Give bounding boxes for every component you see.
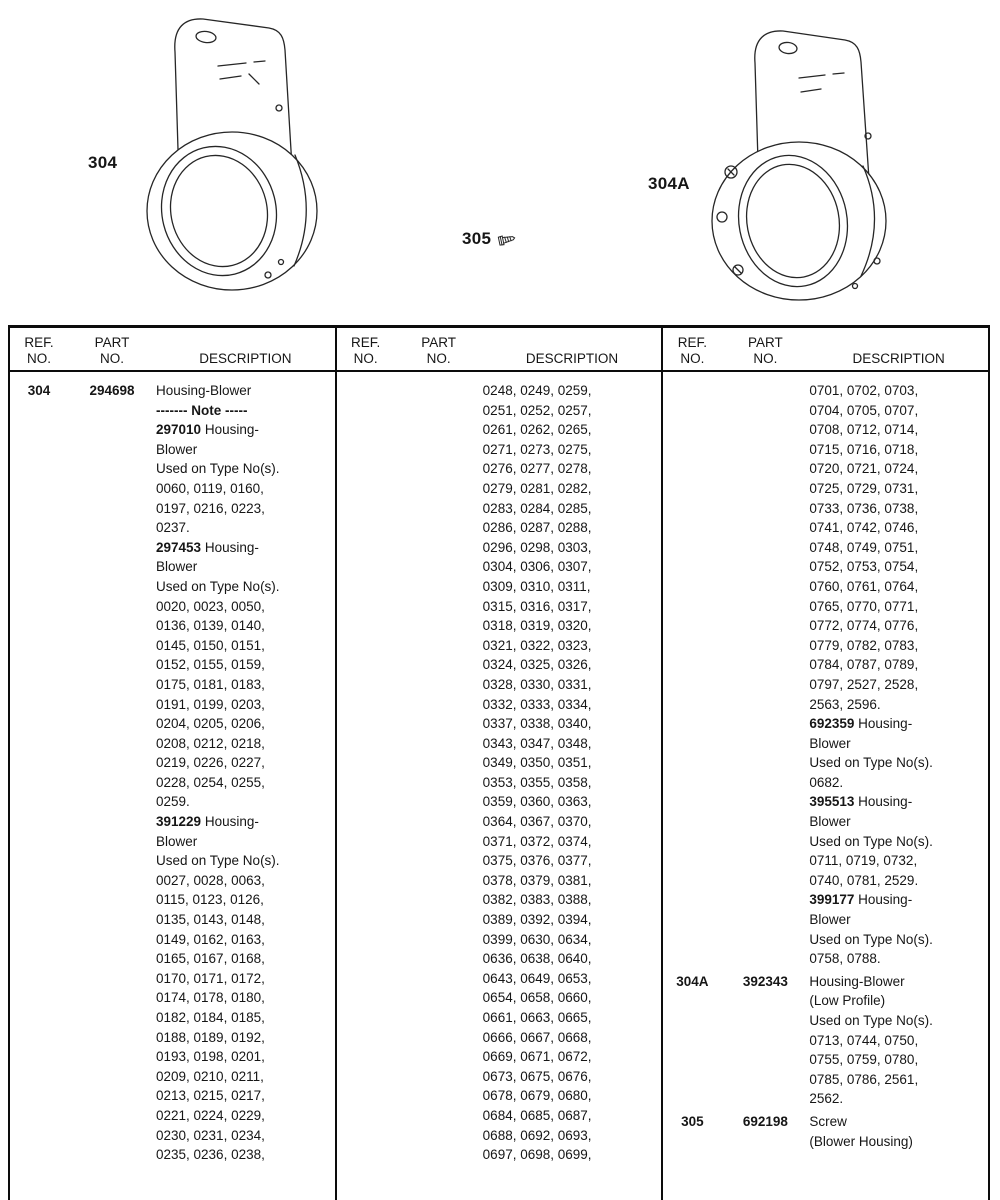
description-line: 0276, 0277, 0278, (482, 461, 592, 477)
description-line: 0286, 0287, 0288, (482, 520, 592, 536)
figure-label-304a: 304A (648, 174, 690, 193)
description-line: 0221, 0224, 0229, (156, 1107, 265, 1123)
description-line: 0740, 0781, 2529. (809, 872, 919, 888)
description-line: Used on Type No(s). (809, 931, 933, 947)
description-line: 0235, 0236, 0238, (156, 1147, 265, 1163)
description-line: 0145, 0150, 0151, (156, 637, 265, 653)
description-line: 0309, 0310, 0311, (482, 578, 591, 594)
description-line: 0704, 0705, 0707, (809, 402, 919, 418)
description-cell (809, 972, 988, 1109)
column-header (10, 328, 335, 372)
ref-no-header (337, 335, 395, 370)
description-line: 0353, 0355, 0358, (482, 774, 592, 790)
blower-housing-304-drawing (122, 5, 334, 305)
description-line: (Low Profile) (809, 993, 886, 1009)
description-cell (809, 381, 988, 969)
description-line: 0020, 0023, 0050, (156, 598, 265, 614)
ref-header-line: REF. (351, 335, 381, 350)
description-line: Blower (809, 814, 851, 830)
description-line: 0713, 0744, 0750, (809, 1032, 919, 1048)
description-line: 0711, 0719, 0732, (809, 853, 918, 869)
ref-no-header (10, 335, 68, 370)
part-no-cell: 392343 (742, 973, 788, 989)
description-line: 0399, 0630, 0634, (482, 931, 592, 947)
description-line: 0175, 0181, 0183, (156, 676, 265, 692)
column-header (337, 328, 662, 372)
description-line: 0666, 0667, 0668, (482, 1029, 592, 1045)
column-header (663, 328, 988, 372)
description-line: Used on Type No(s). (809, 755, 933, 771)
description-line: 0661, 0663, 0665, (482, 1010, 592, 1025)
description-line: 0337, 0338, 0340, (482, 716, 592, 732)
part-no-header (68, 335, 156, 370)
ref-no-cell (337, 381, 395, 1165)
part-header-line: PART (94, 335, 130, 350)
part-header-line: PART (421, 335, 457, 350)
screw-305-group (462, 229, 518, 249)
description-line: 0315, 0316, 0317, (482, 598, 592, 614)
description-line: 0720, 0721, 0724, (809, 461, 919, 477)
description-header (156, 335, 335, 370)
column-body (337, 372, 662, 1200)
description-line: 0191, 0199, 0203, (156, 696, 265, 712)
description-line: 0760, 0761, 0764, (809, 578, 919, 594)
description-line: 0654, 0658, 0660, (482, 990, 592, 1006)
description-line: 0318, 0319, 0320, (482, 618, 592, 634)
description-line: Used on Type No(s). (809, 833, 933, 849)
description-line: 0684, 0685, 0687, (482, 1107, 592, 1123)
description-line: 0725, 0729, 0731, (809, 480, 919, 496)
description-line: 0733, 0736, 0738, (809, 500, 919, 516)
part-entry (663, 1112, 988, 1151)
description-line: 0371, 0372, 0374, (482, 833, 592, 849)
description-line: 0027, 0028, 0063, (156, 872, 265, 888)
description-line: 0332, 0333, 0334, (482, 696, 592, 712)
description-cell (483, 381, 662, 1165)
description-cell (156, 381, 335, 1165)
description-line: 0772, 0774, 0776, (809, 618, 919, 634)
description-line: 0261, 0262, 0265, (482, 422, 592, 438)
column-body (10, 372, 335, 1200)
description-line: 0682. (809, 774, 844, 790)
description-line: ------- Note ----- (156, 402, 248, 418)
description-line: 0248, 0249, 0259, (482, 383, 592, 398)
description-line: 0204, 0205, 0206, (156, 716, 265, 732)
description-line: 0748, 0749, 0751, (809, 539, 919, 555)
description-line: 0708, 0712, 0714, (809, 422, 919, 438)
description-header-label: DESCRIPTION (852, 351, 945, 366)
description-line: 0060, 0119, 0160, (156, 480, 264, 496)
description-line: 0715, 0716, 0718, (809, 441, 919, 457)
description-line: 0165, 0167, 0168, (156, 951, 265, 967)
ref-no-cell: 304 (27, 383, 51, 398)
description-line: 0213, 0215, 0217, (156, 1088, 265, 1104)
description-line: 0382, 0383, 0388, (482, 892, 592, 908)
description-line: 0251, 0252, 0257, (482, 402, 592, 418)
description-line: 0343, 0347, 0348, (482, 735, 592, 751)
table-column-1 (10, 328, 335, 1200)
description-line: 0741, 0742, 0746, (809, 520, 919, 536)
description-header (483, 335, 662, 370)
description-line: 297010 Housing- (156, 422, 259, 438)
description-line: 0636, 0638, 0640, (482, 951, 592, 967)
description-line: 0237. (156, 520, 190, 536)
part-no-cell (721, 381, 809, 969)
description-line: 0349, 0350, 0351, (482, 755, 592, 771)
description-line: 0758, 0788. (809, 951, 881, 967)
description-line: 692359 Housing- (809, 716, 913, 732)
part-no-header (721, 335, 809, 370)
description-line: 0678, 0679, 0680, (482, 1088, 592, 1104)
part-entry (663, 381, 988, 969)
description-line: 395513 Housing- (809, 794, 913, 810)
description-line: 0228, 0254, 0255, (156, 774, 265, 790)
description-line: 0208, 0212, 0218, (156, 735, 265, 751)
part-entry (10, 381, 335, 1165)
description-line: 0279, 0281, 0282, (482, 480, 592, 496)
figure-label-304: 304 (88, 153, 118, 172)
ref-header-line: NO. (353, 351, 378, 366)
description-line: Housing-Blower (156, 383, 252, 398)
part-header-line: NO. (426, 351, 451, 366)
blower-housing-304a-drawing (695, 14, 900, 309)
ref-header-line: REF. (24, 335, 54, 350)
description-header-label: DESCRIPTION (525, 351, 619, 366)
description-line: 0149, 0162, 0163, (156, 931, 265, 947)
description-line: 0378, 0379, 0381, (482, 872, 592, 888)
description-line: Blower (156, 441, 198, 457)
description-line: Blower (156, 559, 198, 575)
description-line: 0669, 0671, 0672, (482, 1049, 592, 1065)
description-line: 0389, 0392, 0394, (482, 912, 592, 928)
description-line: 0364, 0367, 0370, (482, 814, 592, 830)
part-header-line: NO. (99, 351, 124, 366)
ref-no-header (663, 335, 721, 370)
description-line: 0219, 0226, 0227, (156, 755, 265, 771)
description-line: 0324, 0325, 0326, (482, 657, 592, 673)
ref-no-cell: 305 (681, 1113, 704, 1129)
part-entry (663, 972, 988, 1109)
part-no-cell (395, 381, 483, 1165)
description-cell (809, 1112, 988, 1151)
figures-section (0, 0, 1000, 322)
description-line: 399177 Housing- (809, 892, 913, 908)
description-line: 0182, 0184, 0185, (156, 1010, 265, 1025)
ref-no-cell (663, 381, 721, 969)
description-line: 0197, 0216, 0223, (156, 500, 265, 516)
part-header-line: PART (747, 335, 783, 350)
part-no-cell: 294698 (89, 383, 135, 398)
description-line: 0375, 0376, 0377, (482, 853, 592, 869)
description-line: 0115, 0123, 0126, (156, 892, 264, 908)
description-line: 0230, 0231, 0234, (156, 1127, 265, 1143)
description-header (809, 335, 988, 370)
screw-icon (496, 231, 518, 248)
description-header-label: DESCRIPTION (199, 351, 292, 366)
description-line: 0755, 0759, 0780, (809, 1052, 919, 1068)
description-line: 2563, 2596. (809, 696, 881, 712)
description-line: 0643, 0649, 0653, (482, 970, 592, 986)
description-line: 0135, 0143, 0148, (156, 912, 265, 928)
description-line: 297453 Housing- (156, 539, 259, 555)
description-line: 0688, 0692, 0693, (482, 1127, 592, 1143)
description-line: Blower (809, 735, 851, 751)
part-no-cell: 692198 (742, 1113, 788, 1129)
part-no-header (395, 335, 483, 370)
description-line: 391229 Housing- (156, 814, 259, 830)
description-line: 0304, 0306, 0307, (482, 559, 592, 575)
description-line: 0752, 0753, 0754, (809, 559, 919, 575)
description-line: 0209, 0210, 0211, (156, 1068, 264, 1084)
description-line: 0321, 0322, 0323, (482, 637, 592, 653)
description-line: Housing-Blower (809, 973, 905, 989)
description-line: 0765, 0770, 0771, (809, 598, 919, 614)
column-body (663, 372, 988, 1200)
table-column-2 (335, 328, 662, 1200)
description-line: Screw (809, 1113, 847, 1129)
description-line: 0779, 0782, 0783, (809, 637, 919, 653)
description-line: 0784, 0787, 0789, (809, 657, 919, 673)
description-line: 0673, 0675, 0676, (482, 1068, 592, 1084)
description-line: 0697, 0698, 0699, (482, 1147, 592, 1163)
description-line: 0296, 0298, 0303, (482, 539, 592, 555)
figure-label-305: 305 (462, 229, 492, 248)
description-line: 0283, 0284, 0285, (482, 500, 592, 516)
description-line: 0259. (156, 794, 190, 810)
ref-header-line: REF. (677, 335, 707, 350)
description-line: Used on Type No(s). (156, 853, 280, 869)
description-line: 0797, 2527, 2528, (809, 676, 919, 692)
description-line: 0701, 0702, 0703, (809, 383, 919, 398)
table-column-3 (661, 328, 988, 1200)
description-line: 0271, 0273, 0275, (482, 441, 592, 457)
description-line: 0188, 0189, 0192, (156, 1029, 265, 1045)
ref-header-line: NO. (26, 351, 51, 366)
ref-no-cell: 304A (676, 973, 709, 989)
description-line: 2562. (809, 1091, 844, 1107)
description-line: (Blower Housing) (809, 1133, 913, 1149)
description-line: Used on Type No(s). (156, 461, 280, 477)
description-line: 0193, 0198, 0201, (156, 1049, 265, 1065)
description-line: 0785, 0786, 2561, (809, 1071, 919, 1087)
description-line: 0174, 0178, 0180, (156, 990, 265, 1006)
ref-header-line: NO. (680, 351, 705, 366)
description-line: Blower (809, 912, 851, 928)
parts-table (8, 325, 990, 1200)
description-line: 0328, 0330, 0331, (482, 676, 592, 692)
description-line: Used on Type No(s). (156, 578, 280, 594)
description-line: Blower (156, 833, 198, 849)
part-entry (337, 381, 662, 1165)
description-line: 0152, 0155, 0159, (156, 657, 265, 673)
part-header-line: NO. (753, 351, 778, 366)
description-line: 0136, 0139, 0140, (156, 618, 265, 634)
description-line: Used on Type No(s). (809, 1013, 933, 1028)
description-line: 0170, 0171, 0172, (156, 970, 265, 986)
description-line: 0359, 0360, 0363, (482, 794, 592, 810)
